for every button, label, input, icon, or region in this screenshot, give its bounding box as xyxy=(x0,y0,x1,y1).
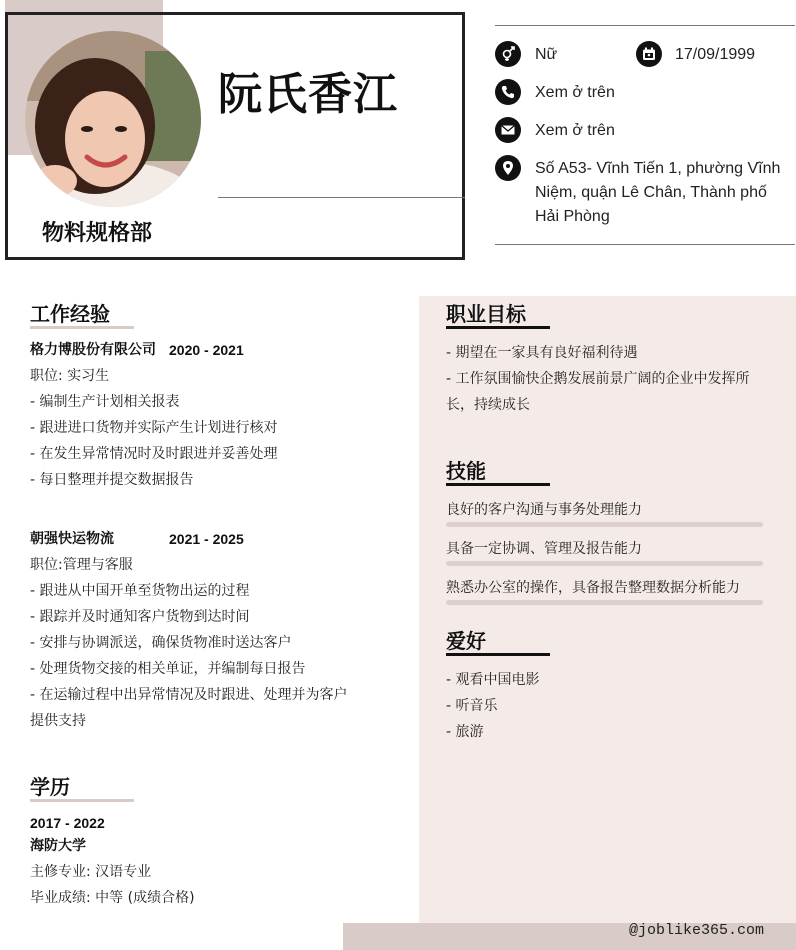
gender-icon xyxy=(495,41,521,67)
hobbies-underline xyxy=(446,653,550,656)
email-icon xyxy=(495,117,521,143)
job-2-duty: - 在运输过程中出异常情况及时跟进、处理并为客户 xyxy=(30,687,348,703)
job-2-period: 2021 - 2025 xyxy=(169,531,244,547)
job-1-duty: - 编制生产计划相关报表 xyxy=(30,394,180,410)
birthday-value: 17/09/1999 xyxy=(675,46,756,63)
candidate-position: 物料规格部 xyxy=(42,221,153,246)
footer-watermark: @joblike365.com xyxy=(628,922,764,939)
education-underline xyxy=(30,799,134,802)
job-2-duty: - 跟踪并及时通知客户货物到达时间 xyxy=(30,609,250,625)
hobby-item: - 观看中国电影 xyxy=(446,672,540,688)
avatar xyxy=(25,31,201,207)
contact-divider-top xyxy=(495,25,795,26)
job-1-role: 职位: 实习生 xyxy=(30,368,110,384)
job-1-company: 格力博股份有限公司 xyxy=(30,342,156,358)
skill-label: 熟悉办公室的操作，具备报告整理数据分析能力 xyxy=(446,580,740,596)
objective-title: 职业目标 xyxy=(446,302,526,326)
objective-line: - 工作氛围愉快企鹅发展前景广阔的企业中发挥所 xyxy=(446,371,750,387)
calendar-icon xyxy=(636,41,662,67)
location-pin-icon xyxy=(495,155,521,181)
gender-value: Nữ xyxy=(535,46,558,63)
job-2-company: 朝强快运物流 xyxy=(30,531,114,547)
education-title: 学历 xyxy=(30,775,70,799)
header-divider xyxy=(218,197,465,198)
skills-underline xyxy=(446,483,550,486)
objective-line: 长，持续成长 xyxy=(446,397,530,413)
job-1-period: 2020 - 2021 xyxy=(169,342,244,358)
phone-icon xyxy=(495,79,521,105)
education-period: 2017 - 2022 xyxy=(30,815,105,831)
skill-bar xyxy=(446,561,763,566)
contact-divider-bottom xyxy=(495,244,795,245)
experience-title: 工作经验 xyxy=(30,302,110,326)
avatar-portrait xyxy=(25,31,201,207)
candidate-name: 阮氏香江 xyxy=(218,69,398,120)
job-2-duty: - 处理货物交接的相关单证，并编制每日报告 xyxy=(30,661,306,677)
address-line-1: Số A53- Vĩnh Tiến 1, phường Vĩnh xyxy=(535,160,781,177)
hobby-item: - 听音乐 xyxy=(446,698,498,714)
address-line-2: Niệm, quận Lê Chân, Thành phố xyxy=(535,184,767,201)
address-line-3: Hải Phòng xyxy=(535,208,610,225)
phone-value: Xem ở trên xyxy=(535,84,615,101)
job-1-duty: - 每日整理并提交数据报告 xyxy=(30,472,194,488)
job-1-duty: - 在发生异常情况时及时跟进并妥善处理 xyxy=(30,446,278,462)
skill-bar xyxy=(446,600,763,605)
objective-underline xyxy=(446,326,550,329)
skills-title: 技能 xyxy=(446,459,486,483)
education-school: 海防大学 xyxy=(30,838,86,854)
job-2-duty: 提供支持 xyxy=(30,713,86,729)
job-2-duty: - 安排与协调派送，确保货物准时送达客户 xyxy=(30,635,292,651)
skill-label: 具备一定协调、管理及报告能力 xyxy=(446,541,642,557)
skill-label: 良好的客户沟通与事务处理能力 xyxy=(446,502,642,518)
objective-line: - 期望在一家具有良好福利待遇 xyxy=(446,345,638,361)
hobby-item: - 旅游 xyxy=(446,724,484,740)
job-2-duty: - 跟进从中国开单至货物出运的过程 xyxy=(30,583,250,599)
education-grade: 毕业成绩: 中等 (成绩合格) xyxy=(30,890,195,906)
education-major: 主修专业: 汉语专业 xyxy=(30,864,152,880)
job-2-role: 职位:管理与客服 xyxy=(30,557,133,573)
email-value: Xem ở trên xyxy=(535,122,615,139)
job-1-duty: - 跟进进口货物并实际产生计划进行核对 xyxy=(30,420,278,436)
experience-underline xyxy=(30,326,134,329)
skill-bar xyxy=(446,522,763,527)
hobbies-title: 爱好 xyxy=(446,629,486,653)
